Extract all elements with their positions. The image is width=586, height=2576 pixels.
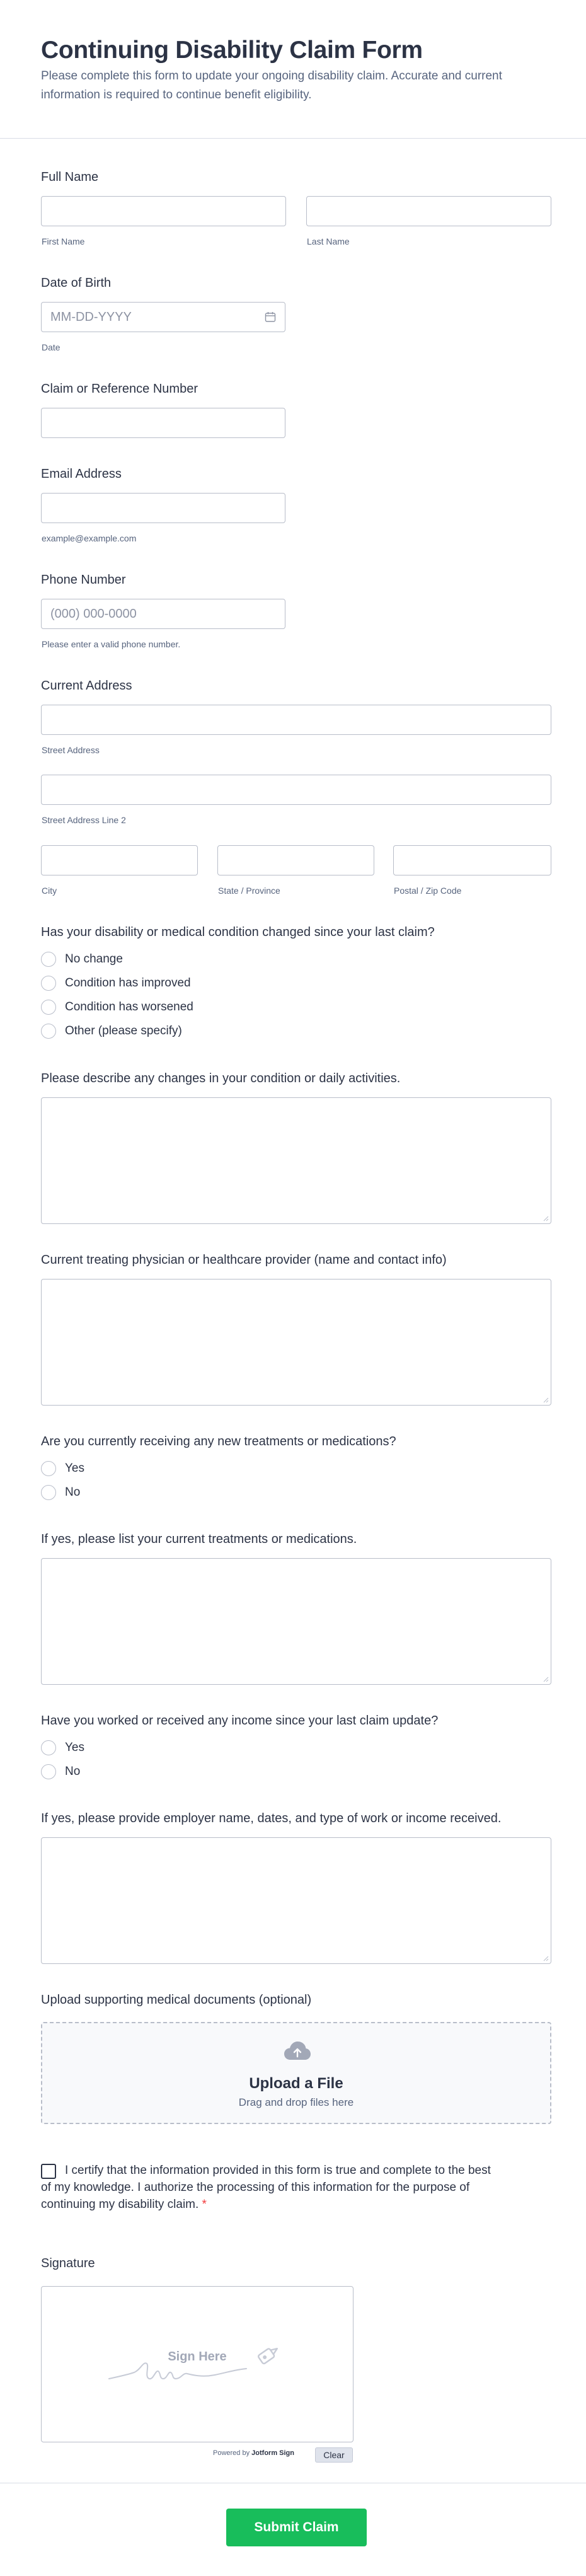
city-input[interactable] [41, 845, 198, 875]
street-address-line2-input[interactable] [41, 775, 551, 805]
condition-change-label: Has your disability or medical condition changed since your last claim? [41, 925, 435, 939]
radio-button[interactable] [41, 1000, 56, 1015]
radio-option[interactable] [41, 1457, 84, 1481]
cloud-upload-icon [284, 2041, 311, 2061]
form-subtitle: Please complete this form to update your ongoing disability claim. Accurate and current information is required to continue benefit eligibility. [41, 69, 502, 101]
full-name-label: Full Name [41, 170, 99, 184]
radio-option[interactable] [41, 947, 193, 971]
signature-pad[interactable] [41, 2286, 353, 2442]
radio-option[interactable] [41, 971, 193, 995]
signature-scribble-icon [108, 2342, 290, 2386]
email-input[interactable] [41, 493, 285, 523]
powered-by [213, 2449, 294, 2457]
dob-label: Date of Birth [41, 276, 112, 290]
radio-button[interactable] [41, 1024, 56, 1039]
radio-label: Condition has improved [65, 976, 191, 990]
first-name-sublabel: First Name [42, 236, 85, 246]
state-input[interactable] [217, 845, 374, 875]
income-options [41, 1736, 84, 1784]
signature-label: Signature [41, 2256, 95, 2270]
physician-textarea[interactable] [41, 1279, 551, 1406]
powered-brand: Jotform Sign [251, 2449, 294, 2457]
income-details-textarea[interactable] [41, 1837, 551, 1964]
radio-button[interactable] [41, 1764, 56, 1779]
radio-button[interactable] [41, 976, 56, 991]
claim-number-input[interactable] [41, 408, 285, 438]
dob-input[interactable] [41, 302, 285, 332]
radio-button[interactable] [41, 952, 56, 967]
condition-change-options [41, 947, 193, 1043]
street-address-line2-sublabel: Street Address Line 2 [42, 815, 126, 825]
physician-label: Current treating physician or healthcare provider (name and contact info) [41, 1253, 447, 1267]
last-name-sublabel: Last Name [307, 236, 350, 246]
address-label: Current Address [41, 679, 132, 693]
state-sublabel: State / Province [218, 886, 280, 896]
radio-button[interactable] [41, 1461, 56, 1476]
phone-placeholder: (000) 000-0000 [50, 607, 137, 621]
first-name-input[interactable] [41, 196, 286, 226]
powered-prefix: Powered by [213, 2449, 250, 2457]
phone-label: Phone Number [41, 573, 126, 587]
dob-placeholder: MM-DD-YYYY [50, 310, 132, 324]
dob-sublabel: Date [42, 342, 60, 352]
form-title: Continuing Disability Claim Form [41, 37, 423, 64]
email-label: Email Address [41, 467, 122, 481]
income-details-label: If yes, please provide employer name, dates, and type of work or income received. [41, 1811, 502, 1825]
resize-handle-icon[interactable] [543, 1956, 549, 1961]
clear-signature-button[interactable]: Clear [315, 2447, 353, 2463]
zip-input[interactable] [393, 845, 551, 875]
certification-label: I certify that the information provided in this form is true and complete to the best of my knowledge. I authorize the processing of this information for the purpose of continuing my disability claim. [41, 2164, 491, 2211]
upload-subtitle: Drag and drop files here [238, 2096, 354, 2108]
radio-option[interactable] [41, 1481, 84, 1505]
claim-number-label: Claim or Reference Number [41, 382, 198, 396]
income-label: Have you worked or received any income since your last claim update? [41, 1714, 439, 1728]
new-treatments-label: Are you currently receiving any new treatments or medications? [41, 1435, 396, 1448]
radio-option[interactable] [41, 995, 193, 1019]
radio-button[interactable] [41, 1485, 56, 1500]
submit-button[interactable]: Submit Claim [226, 2509, 367, 2546]
radio-label: Other (please specify) [65, 1024, 182, 1037]
phone-sublabel: Please enter a valid phone number. [42, 639, 181, 649]
zip-sublabel: Postal / Zip Code [394, 886, 462, 896]
required-mark: * [202, 2198, 207, 2211]
radio-label: No [65, 1765, 81, 1778]
radio-label: No [65, 1486, 81, 1499]
phone-input[interactable] [41, 599, 285, 629]
treatments-list-textarea[interactable] [41, 1558, 551, 1685]
resize-handle-icon[interactable] [543, 1216, 549, 1222]
street-address-input[interactable] [41, 705, 551, 735]
treatments-list-label: If yes, please list your current treatments or medications. [41, 1532, 357, 1546]
radio-option[interactable] [41, 1760, 84, 1784]
email-sublabel: example@example.com [42, 533, 137, 543]
header-divider [0, 138, 586, 139]
street-address-sublabel: Street Address [42, 745, 100, 755]
upload-title: Upload a File [249, 2075, 343, 2092]
city-sublabel: City [42, 886, 57, 896]
new-treatments-options [41, 1457, 84, 1505]
resize-handle-icon[interactable] [543, 1677, 549, 1682]
radio-label: Yes [65, 1741, 84, 1754]
radio-label: Yes [65, 1462, 84, 1475]
signature-placeholder: Sign Here [168, 2350, 227, 2364]
last-name-input[interactable] [306, 196, 551, 226]
pen-icon [258, 2345, 280, 2364]
radio-label: Condition has worsened [65, 1000, 193, 1014]
changes-description-label: Please describe any changes in your condition or daily activities. [41, 1071, 401, 1085]
radio-label: No change [65, 952, 123, 966]
file-upload-dropzone[interactable] [41, 2022, 551, 2124]
certification-text [41, 2162, 495, 2213]
radio-option[interactable] [41, 1019, 193, 1043]
radio-button[interactable] [41, 1740, 56, 1755]
calendar-icon[interactable] [265, 311, 276, 323]
radio-option[interactable] [41, 1736, 84, 1760]
resize-handle-icon[interactable] [543, 1397, 549, 1403]
upload-label: Upload supporting medical documents (optional) [41, 1993, 312, 2007]
changes-description-textarea[interactable] [41, 1097, 551, 1224]
